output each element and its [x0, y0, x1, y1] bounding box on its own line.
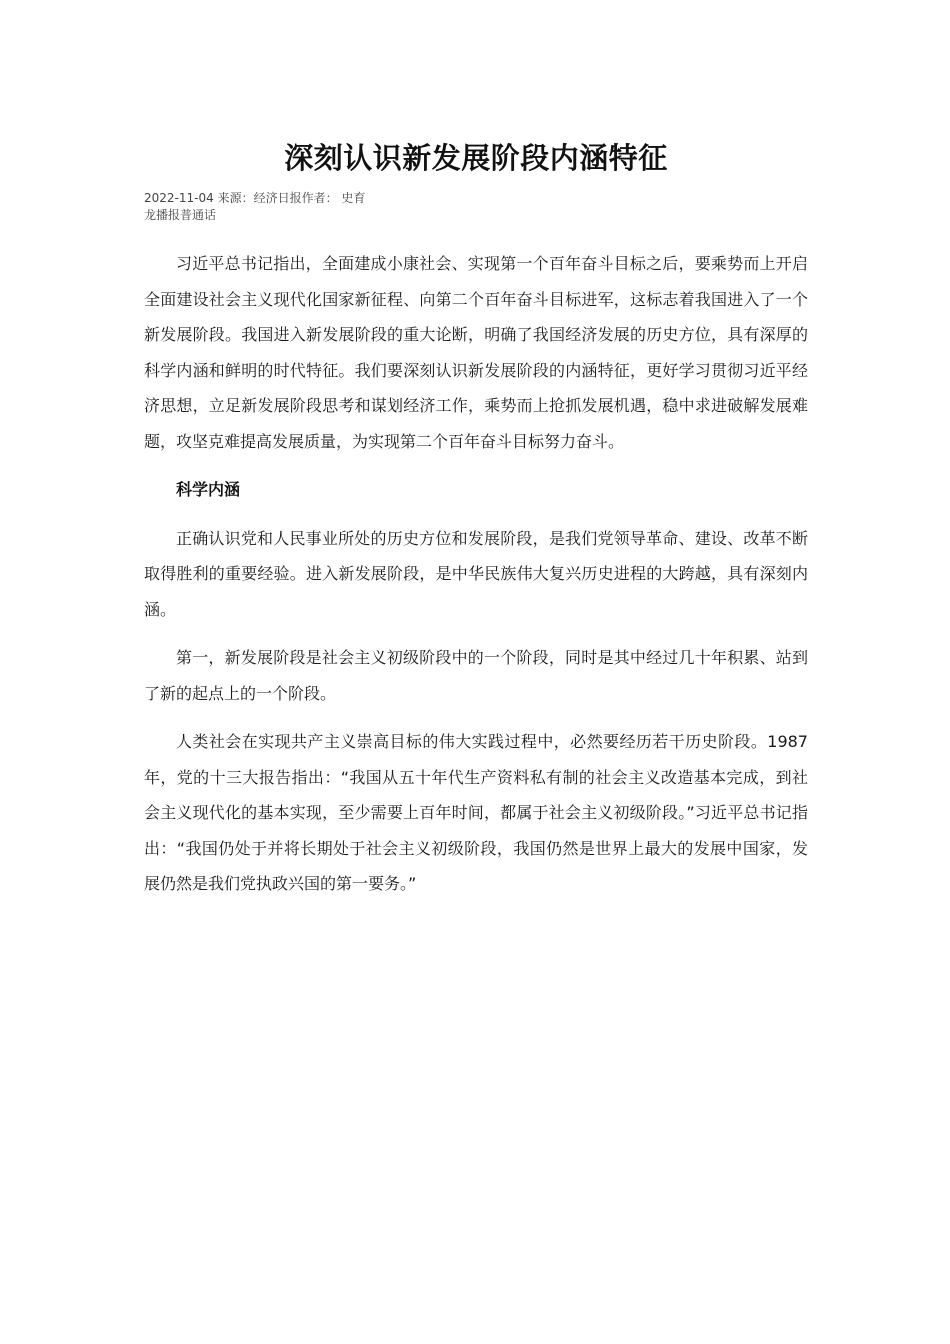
- paragraph-primary-stage: 人类社会在实现共产主义崇高目标的伟大实践过程中，必然要经历若干历史阶段。1987年，党的十三大报告指出：“我国从五十年代生产资料私有制的社会主义改造基本完成，到社会主义现代化的基本实现，至少需要上百年时间，都属于社会主义初级阶段。”习近平总书记指出：“我国仍处于并将长期处于社会主义初级阶段，我国仍然是世界上最大的发展中国家，发展仍然是我们党执政兴国的第一要务。”: [144, 732, 808, 893]
- source-label: 来源：经济日报: [217, 191, 302, 205]
- article: [144, 0, 808, 915]
- article-title: 深刻认识新发展阶段内涵特征: [284, 141, 668, 175]
- article-meta: [144, 190, 808, 224]
- paragraph-historical-position: 正确认识党和人民事业所处的历史方位和发展阶段，是我们党领导革命、建设、改革不断取得胜利的重要经验。进入新发展阶段，是中华民族伟大复兴历史进程的大跨越，具有深刻内涵。: [144, 528, 808, 619]
- article-body: [144, 246, 808, 902]
- paragraph-point-one: 第一，新发展阶段是社会主义初级阶段中的一个阶段，同时是其中经过几十年积累、站到了新的起点上的一个阶段。: [144, 648, 808, 703]
- author-label: 作者： 史育: [301, 191, 366, 205]
- publish-date: 2022-11-04: [144, 191, 214, 205]
- paragraph-intro: 习近平总书记指出，全面建成小康社会、实现第一个百年奋斗目标之后，要乘势而上开启全面建设社会主义现代化国家新征程、向第二个百年奋斗目标进军，这标志着我国进入了一个新发展阶段。我国进入新发展阶段的重大论断，明确了我国经济发展的历史方位，具有深厚的科学内涵和鲜明的时代特征。我们要深刻认识新发展阶段的内涵特征，更好学习贯彻习近平经济思想，立足新发展阶段思考和谋划经济工作，乘势而上抢抓发展机遇，稳中求进破解发展难题，攻坚克难提高发展质量，为实现第二个百年奋斗目标努力奋斗。: [144, 254, 808, 451]
- section-heading: 科学内涵: [176, 480, 241, 499]
- audio-broadcast-link[interactable]: 龙播报普通话: [144, 208, 217, 222]
- meta-line-primary: [144, 190, 808, 207]
